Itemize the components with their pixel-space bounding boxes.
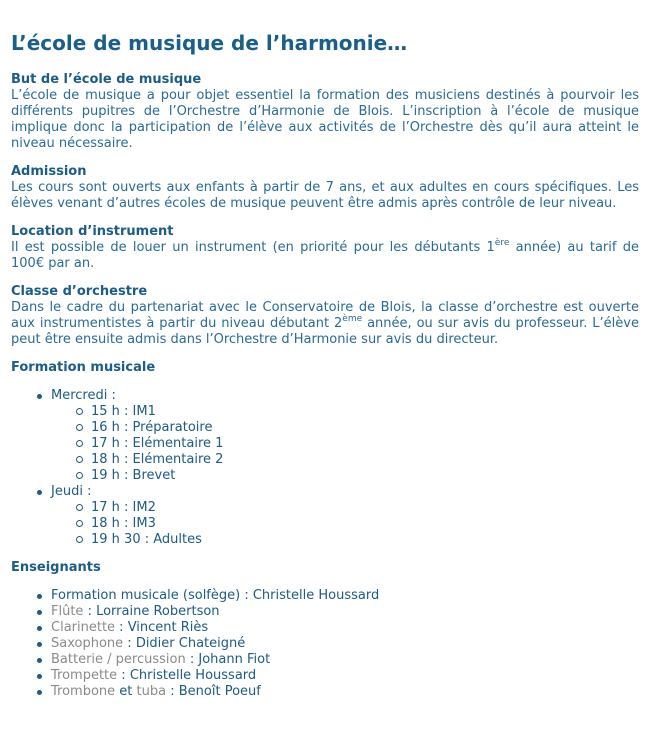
- section-text: [11, 240, 639, 272]
- schedule-list: [35, 388, 639, 548]
- slot-list: [75, 404, 639, 484]
- list-item-teacher: [35, 684, 639, 700]
- section-text: [11, 300, 639, 348]
- teacher-name: Didier Chateigné: [135, 636, 246, 651]
- teacher-name: Benoît Poeuf: [178, 684, 261, 699]
- section-location: [11, 224, 639, 272]
- list-item-slot: 16 h : Préparatoire: [75, 420, 639, 436]
- list-item-slot: 19 h 30 : Adultes: [75, 532, 639, 548]
- section-heading: Formation musicale: [11, 360, 156, 375]
- separator: :: [83, 604, 97, 619]
- teacher-name: Christelle Houssard: [129, 668, 257, 683]
- list-item-slot: 15 h : IM1: [75, 404, 639, 420]
- separator: :: [115, 620, 128, 635]
- teacher-name: Johann Fiot: [198, 652, 271, 667]
- teacher-name: Christelle Houssard: [252, 588, 380, 603]
- list-item-teacher: [35, 668, 639, 684]
- subject-label: Formation musicale (solfège): [51, 588, 241, 603]
- section-heading: But de l’école de musique: [11, 72, 202, 87]
- subject-label: Trompette: [51, 668, 118, 683]
- teacher-name: Lorraine Robertson: [96, 604, 220, 619]
- list-item-teacher: [35, 636, 639, 652]
- section-heading: Classe d’orchestre: [11, 284, 148, 299]
- list-item-teacher: [35, 652, 639, 668]
- list-item-day: [35, 388, 639, 484]
- conjunction: et: [115, 684, 137, 699]
- section-heading: Location d’instrument: [11, 224, 174, 239]
- subject-label: Saxophone: [51, 636, 124, 651]
- teacher-name: Vincent Riès: [127, 620, 209, 635]
- subject-label: Batterie / percussion: [51, 652, 186, 667]
- separator: :: [240, 588, 253, 603]
- text-part: Dans le cadre du partenariat avec le Conservatoire de Blois, la classe d’orchestre est ouverte aux instrumentistes à partir du niveau débutant 2: [11, 300, 639, 331]
- day-label: Mercredi :: [51, 388, 116, 403]
- section-heading: Enseignants: [11, 560, 101, 575]
- subject-label: Clarinette: [51, 620, 116, 635]
- separator: :: [185, 652, 199, 667]
- separator: :: [123, 636, 136, 651]
- list-item-slot: 19 h : Brevet: [75, 468, 639, 484]
- subject-label: tuba: [136, 684, 167, 699]
- page-title: L’école de musique de l’harmonie…: [11, 31, 408, 55]
- separator: :: [117, 668, 130, 683]
- list-item-slot: 17 h : Elémentaire 1: [75, 436, 639, 452]
- day-label: Jeudi :: [51, 484, 92, 499]
- text-part: année) au tarif de 100€ par an.: [11, 240, 639, 271]
- list-item-slot: 18 h : Elémentaire 2: [75, 452, 639, 468]
- text-part: Il est possible de louer un instrument (en priorité pour les débutants 1: [11, 240, 495, 255]
- slot-list: [75, 500, 639, 548]
- section-but: [11, 72, 639, 152]
- subject-label: Trombone: [51, 684, 116, 699]
- list-item-slot: 17 h : IM2: [75, 500, 639, 516]
- section-text: Les cours sont ouverts aux enfants à partir de 7 ans, et aux adultes en cours spécifiques. Les élèves venant d’autres écoles de musique peuvent être admis après contrôle de leur niveau.: [11, 180, 639, 211]
- list-item-teacher: [35, 620, 639, 636]
- subject-label: Flûte: [51, 604, 84, 619]
- list-item-slot: 18 h : IM3: [75, 516, 639, 532]
- list-item-day: [35, 484, 639, 548]
- section-enseignants: [11, 560, 639, 700]
- list-item-teacher: [35, 604, 639, 620]
- list-item-teacher: [35, 588, 639, 604]
- section-formation: [11, 360, 639, 548]
- ordinal-sup: ère: [494, 238, 510, 248]
- section-heading: Admission: [11, 164, 87, 179]
- ordinal-sup: ème: [342, 314, 363, 324]
- text-part: année, ou sur avis du professeur. L’élève peut être ensuite admis dans l’Orchestre d’Harmonie sur avis du directeur.: [11, 316, 639, 347]
- section-admission: [11, 164, 639, 212]
- section-orchestre: [11, 284, 639, 348]
- separator: :: [166, 684, 179, 699]
- section-text: L’école de musique a pour objet essentiel la formation des musiciens destinés à pourvoir les différents pupitres de l’Orchestre d’Harmonie de Blois. L’inscription à l’école de musique implique donc la participation de l’élève aux activités de l’Orchestre dès qu’il aura atteint le niveau nécessaire.: [11, 88, 639, 151]
- teachers-list: [35, 588, 639, 700]
